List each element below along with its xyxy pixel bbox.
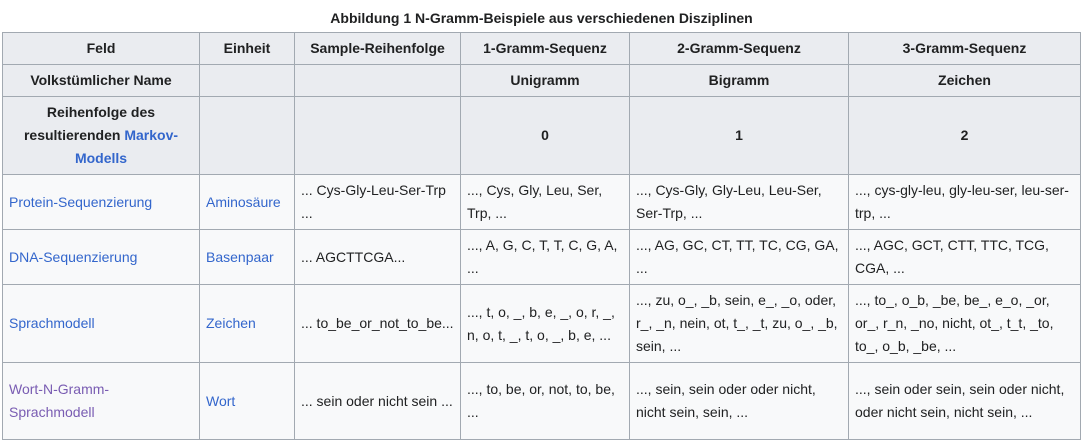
markov-order-trigram: 2 — [849, 97, 1081, 175]
bigram-cell: ..., zu, o_, _b, sein, e_, _o, oder, r_, _n, nein, ot, t_, _t, zu, o_, _b, sein, ... — [630, 285, 849, 363]
empty-cell — [295, 65, 461, 97]
trigram-cell: ..., sein oder sein, sein oder nicht, oder nicht sein, nicht sein, ... — [849, 363, 1081, 440]
unigram-name: Unigramm — [461, 65, 630, 97]
empty-cell — [295, 97, 461, 175]
table-row — [3, 230, 1081, 285]
trigram-name: Zeichen — [849, 65, 1081, 97]
unit-link-aminosaeure[interactable]: Aminosäure — [206, 193, 281, 210]
unit-cell — [200, 230, 295, 285]
header-3gram: 3-Gramm-Sequenz — [849, 33, 1081, 65]
field-cell — [3, 363, 200, 440]
field-link-protein[interactable]: Protein-Sequenzierung — [9, 193, 153, 210]
field-cell — [3, 285, 200, 363]
sample-cell: ... sein oder nicht sein ... — [295, 363, 461, 440]
markov-order-unigram: 0 — [461, 97, 630, 175]
header-2gram: 2-Gramm-Sequenz — [630, 33, 849, 65]
trigram-cell: ..., AGC, GCT, CTT, TTC, TCG, CGA, ... — [849, 230, 1081, 285]
table-row — [3, 363, 1081, 440]
unit-link-wort[interactable]: Wort — [206, 392, 236, 409]
sample-cell: ... Cys-Gly-Leu-Ser-Trp ... — [295, 175, 461, 230]
table-header-row — [3, 33, 1081, 65]
table-row — [3, 285, 1081, 363]
unit-cell — [200, 363, 295, 440]
sample-cell: ... to_be_or_not_to_be... — [295, 285, 461, 363]
field-cell — [3, 230, 200, 285]
popular-name-row — [3, 65, 1081, 97]
popular-name-label: Volkstümlicher Name — [3, 65, 200, 97]
field-link-wort-ngram[interactable]: Wort-N-Gramm-Sprachmodell — [9, 381, 110, 420]
field-link-dna[interactable]: DNA-Sequenzierung — [9, 248, 138, 265]
header-feld: Feld — [3, 33, 200, 65]
bigram-name: Bigramm — [630, 65, 849, 97]
bigram-cell: ..., sein, sein oder oder nicht, nicht sein, sein, ... — [630, 363, 849, 440]
markov-model-link[interactable]: Markov-Modells — [74, 127, 179, 166]
unigram-cell: ..., to, be, or, not, to, be, ... — [461, 363, 630, 440]
trigram-cell: ..., to_, o_b, _be, be_, e_o, _or, or_, r_n, _no, nicht, ot_, t_t, _to, to_, o_b, _be, ... — [849, 285, 1081, 363]
empty-cell — [200, 65, 295, 97]
unit-cell — [200, 285, 295, 363]
markov-order-label — [3, 97, 200, 175]
ngram-table — [2, 32, 1081, 440]
unigram-cell: ..., t, o, _, b, e, _, o, r, _, n, o, t, _, t, o, _, b, e, ... — [461, 285, 630, 363]
markov-order-text: Reihenfolge des resultierenden — [23, 104, 156, 143]
table-row — [3, 175, 1081, 230]
header-sample: Sample-Reihenfolge — [295, 33, 461, 65]
unit-cell — [200, 175, 295, 230]
empty-cell — [200, 97, 295, 175]
field-link-sprachmodell[interactable]: Sprachmodell — [9, 315, 95, 331]
trigram-cell: ..., cys-gly-leu, gly-leu-ser, leu-ser-trp, ... — [849, 175, 1081, 230]
unigram-cell: ..., Cys, Gly, Leu, Ser, Trp, ... — [461, 175, 630, 230]
table-caption: Abbildung 1 N-Gramm-Beispiele aus verschiedenen Disziplinen — [330, 10, 753, 26]
header-einheit: Einheit — [200, 33, 295, 65]
unit-link-zeichen[interactable]: Zeichen — [206, 315, 256, 331]
unigram-cell: ..., A, G, C, T, T, C, G, A, ... — [461, 230, 630, 285]
unit-link-basenpaar[interactable]: Basenpaar — [206, 248, 274, 265]
header-1gram: 1-Gramm-Sequenz — [461, 33, 630, 65]
bigram-cell: ..., Cys-Gly, Gly-Leu, Leu-Ser, Ser-Trp, ... — [630, 175, 849, 230]
sample-cell: ... AGCTTCGA... — [295, 230, 461, 285]
field-cell — [3, 175, 200, 230]
bigram-cell: ..., AG, GC, CT, TT, TC, CG, GA, ... — [630, 230, 849, 285]
markov-order-row — [3, 97, 1081, 175]
markov-order-bigram: 1 — [630, 97, 849, 175]
